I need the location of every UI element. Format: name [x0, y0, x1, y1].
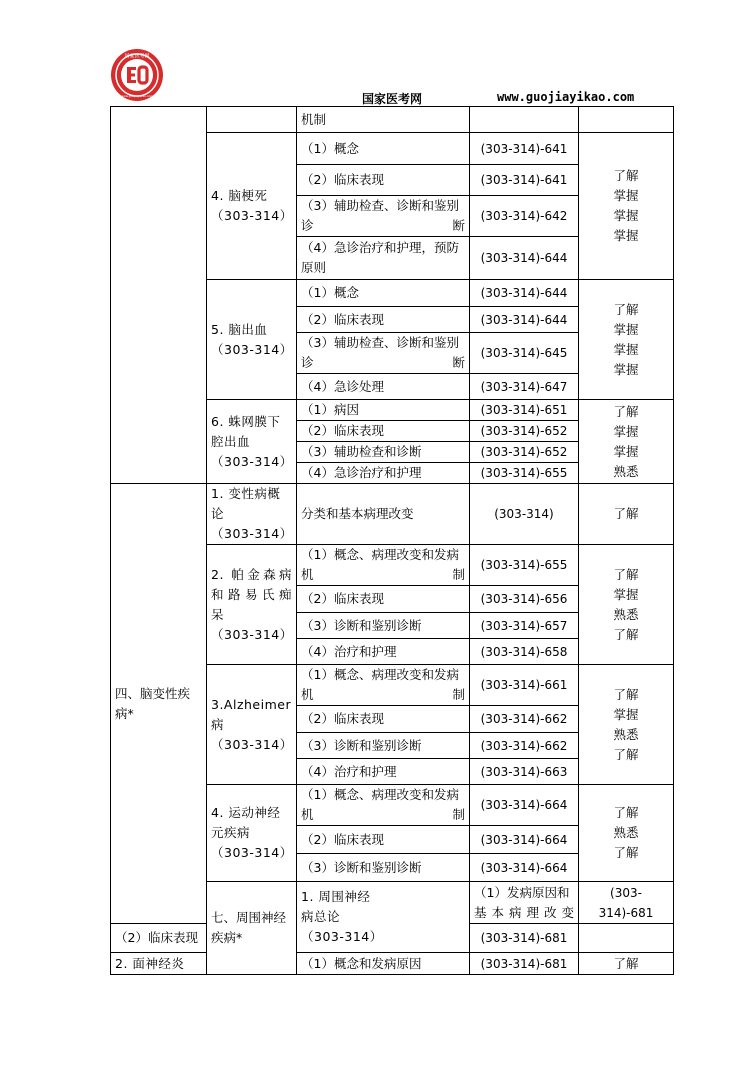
item-cell: （4）急诊处理 — [297, 374, 470, 400]
page-ref-cell: (303-314)-658 — [470, 639, 579, 665]
page-ref-cell: (303-314)-655 — [470, 463, 579, 484]
page-ref-cell: (303-314)-661 — [470, 665, 579, 706]
item-cell: （2）临床表现 — [297, 307, 470, 333]
section-peripheral-overview: 1. 周围神经 病总论 （303-314） — [297, 882, 470, 953]
page-ref-cell: (303-314) — [470, 484, 579, 545]
page-ref-cell: (303-314)-644 — [470, 237, 579, 280]
item-cell: 机制 — [297, 107, 470, 133]
section-subarachnoid-hemorrhage: 6. 蛛网膜下 腔出血 （303-314） — [207, 400, 297, 484]
item-cell: （4）急诊治疗和护理 — [297, 463, 470, 484]
page-ref-cell: (303-314)-656 — [470, 586, 579, 613]
page-ref-cell: (303-314)-655 — [470, 545, 579, 586]
section-degenerative-overview: 1. 变性病概 论 （303-314） — [207, 484, 297, 545]
item-cell: （3）诊断和鉴别诊断 — [297, 733, 470, 759]
page-ref-cell: (303-314)-652 — [470, 421, 579, 442]
svg-text:国家医考网: 国家医考网 — [124, 53, 150, 60]
page-ref-cell: (303-314)-664 — [470, 854, 579, 882]
page-ref-cell: (303-314)-645 — [470, 333, 579, 374]
requirement-cell: 了解 — [579, 484, 674, 545]
section-cerebral-hemorrhage: 5. 脑出血 （303-314） — [207, 280, 297, 400]
item-cell: （4）治疗和护理 — [297, 759, 470, 785]
section-motor-neuron: 4. 运动神经 元疾病 （303-314） — [207, 785, 297, 882]
chapter-cell — [111, 107, 207, 484]
item-cell: （2）临床表现 — [297, 706, 470, 733]
item-cell: （4）急诊治疗和护理，预防原则 — [297, 237, 470, 280]
page-ref-cell: (303-314)-644 — [470, 307, 579, 333]
requirement-cell: 了解 掌握 熟悉 了解 — [579, 545, 674, 665]
section-parkinson: 2. 帕金森病 和路易氏痴 呆 （303-314） — [207, 545, 297, 665]
requirement-cell: 了解 掌握 掌握 掌握 — [579, 280, 674, 400]
logo-seal-icon — [110, 48, 164, 102]
item-cell: （1）概念、病理改变和发病机制 — [297, 545, 470, 586]
site-name: 国家医考网 — [362, 92, 423, 106]
syllabus-table — [110, 106, 674, 975]
table-row — [111, 953, 674, 975]
section-alzheimer: 3.Alzheimer 病 （303-314） — [207, 665, 297, 785]
item-cell: （3）辅助检查、诊断和鉴别诊断 — [297, 196, 470, 237]
item-cell: （3）诊断和鉴别诊断 — [297, 854, 470, 882]
page-ref-cell: (303-314)-662 — [470, 706, 579, 733]
requirement-cell: 了解 掌握 熟悉 了解 — [579, 665, 674, 785]
item-cell: （1）概念 — [297, 280, 470, 307]
item-cell: （3）辅助检查、诊断和鉴别诊断 — [297, 333, 470, 374]
page-ref-cell: (303-314)-641 — [470, 165, 579, 196]
item-cell: （1）概念和发病原因 — [297, 953, 470, 975]
requirement-cell: 了解 熟悉 了解 — [579, 785, 674, 882]
table-row — [111, 107, 674, 133]
page-ref-cell: (303-314)-664 — [470, 785, 579, 826]
page-ref-cell: (303-314)-642 — [470, 196, 579, 237]
page-ref-cell: (303-314)-652 — [470, 442, 579, 463]
item-cell: （1）病因 — [297, 400, 470, 421]
page-ref-cell: (303-314)-681 — [579, 882, 674, 924]
page-ref-cell: (303-314)-647 — [470, 374, 579, 400]
table-row — [111, 484, 674, 545]
svg-text:www.guojiayikao.com: www.guojiayikao.com — [120, 94, 154, 98]
requirement-cell: 了解 掌握 掌握 掌握 — [579, 133, 674, 280]
item-cell: （1）概念、病理改变和发病机制 — [297, 665, 470, 706]
page-ref-cell: (303-314)-644 — [470, 280, 579, 307]
item-cell: （1）概念 — [297, 133, 470, 165]
page-ref-cell: (303-314)-663 — [470, 759, 579, 785]
chapter-cell-four: 四、脑变性疾病* — [111, 484, 207, 924]
item-cell: （4）治疗和护理 — [297, 639, 470, 665]
item-cell: （3）诊断和鉴别诊断 — [297, 613, 470, 639]
page-ref-cell: (303-314)-664 — [470, 826, 579, 854]
site-url: www.guojiayikao.com — [497, 90, 635, 104]
page-ref-cell: (303-314)-681 — [470, 953, 579, 975]
item-cell: （2）临床表现 — [297, 826, 470, 854]
requirement-cell: 了解 掌握 掌握 熟悉 — [579, 400, 674, 484]
requirement-cell — [579, 107, 674, 133]
section-facial-neuritis: 2. 面神经炎 — [111, 953, 207, 975]
item-cell: （2）临床表现 — [297, 586, 470, 613]
section-cerebral-infarction: 4. 脑梗死 （303-314） — [207, 133, 297, 280]
page-ref-cell: (303-314)-681 — [470, 924, 579, 953]
page-ref-cell — [470, 107, 579, 133]
page-ref-cell: (303-314)-657 — [470, 613, 579, 639]
item-cell: （2）临床表现 — [297, 421, 470, 442]
requirement-cell: 了解 — [579, 953, 674, 975]
item-cell: （1）发病原因和基本病理改变 — [470, 882, 579, 924]
item-cell: （2）临床表现 — [297, 165, 470, 196]
page-ref-cell: (303-314)-651 — [470, 400, 579, 421]
page-ref-cell: (303-314)-641 — [470, 133, 579, 165]
chapter-cell-seven: 七、周围神经疾病* — [207, 882, 297, 975]
item-cell: （2）临床表现 — [111, 924, 207, 953]
section-cell — [207, 107, 297, 133]
page-ref-cell: (303-314)-662 — [470, 733, 579, 759]
item-cell: （3）辅助检查和诊断 — [297, 442, 470, 463]
item-cell: 分类和基本病理改变 — [297, 484, 470, 545]
item-cell: （1）概念、病理改变和发病机制 — [297, 785, 470, 826]
